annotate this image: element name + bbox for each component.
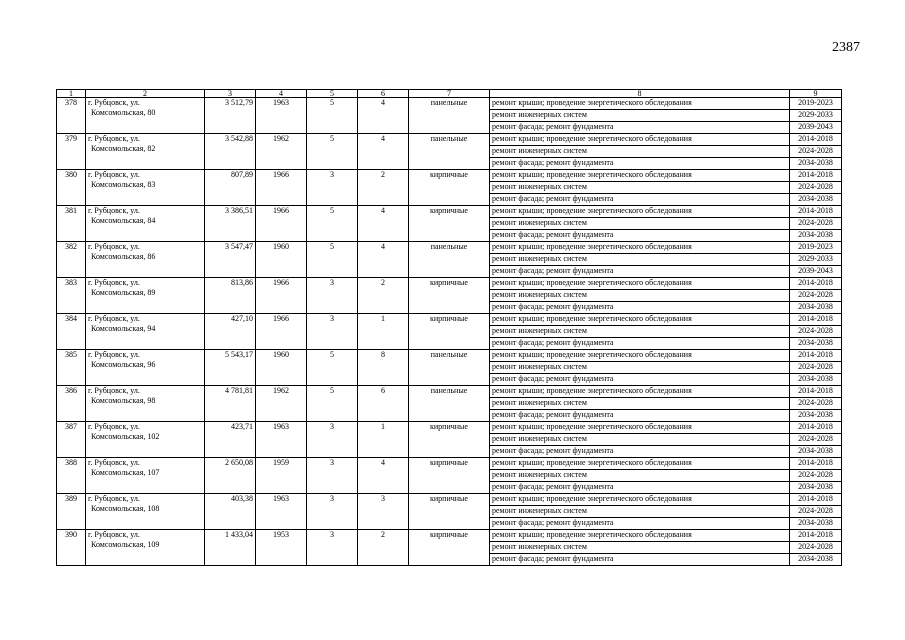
floors-cell: 5 — [307, 98, 358, 134]
work-cell: ремонт фасада; ремонт фундамента — [490, 410, 790, 422]
row-number: 385 — [57, 350, 86, 386]
area-cell: 3 547,47 — [205, 242, 256, 278]
address-line-2: Комсомольская, 98 — [91, 396, 156, 405]
period-cell: 2034-2038 — [790, 410, 842, 422]
work-cell: ремонт инженерных систем — [490, 506, 790, 518]
address-line-1: г. Рубцовск, ул. — [88, 350, 140, 359]
row-number: 387 — [57, 422, 86, 458]
year-cell: 1966 — [256, 170, 307, 206]
table-row — [57, 458, 842, 470]
address-line-1: г. Рубцовск, ул. — [88, 98, 140, 107]
period-cell: 2039-2043 — [790, 122, 842, 134]
period-cell: 2014-2018 — [790, 206, 842, 218]
address-cell — [86, 170, 205, 206]
material-cell: панельные — [409, 386, 490, 422]
area-cell: 807,89 — [205, 170, 256, 206]
area-cell: 403,38 — [205, 494, 256, 530]
table-row — [57, 422, 842, 434]
year-cell: 1963 — [256, 494, 307, 530]
address-line-1: г. Рубцовск, ул. — [88, 458, 140, 467]
period-cell: 2024-2028 — [790, 182, 842, 194]
work-cell: ремонт инженерных систем — [490, 254, 790, 266]
period-cell: 2024-2028 — [790, 506, 842, 518]
period-cell: 2034-2038 — [790, 446, 842, 458]
entrances-cell: 4 — [358, 134, 409, 170]
column-header: 3 — [205, 90, 256, 98]
work-cell: ремонт инженерных систем — [490, 290, 790, 302]
material-cell: панельные — [409, 134, 490, 170]
year-cell: 1962 — [256, 386, 307, 422]
address-line-1: г. Рубцовск, ул. — [88, 314, 140, 323]
work-cell: ремонт инженерных систем — [490, 146, 790, 158]
work-cell: ремонт крыши; проведение энергетического обследования — [490, 422, 790, 434]
column-header: 1 — [57, 90, 86, 98]
address-line-2: Комсомольская, 108 — [91, 504, 160, 513]
floors-cell: 3 — [307, 530, 358, 566]
address-cell — [86, 134, 205, 170]
address-cell — [86, 206, 205, 242]
entrances-cell: 1 — [358, 314, 409, 350]
column-header: 2 — [86, 90, 205, 98]
period-cell: 2019-2023 — [790, 242, 842, 254]
row-number: 379 — [57, 134, 86, 170]
floors-cell: 5 — [307, 134, 358, 170]
entrances-cell: 4 — [358, 242, 409, 278]
entrances-cell: 2 — [358, 530, 409, 566]
area-cell: 1 433,04 — [205, 530, 256, 566]
row-number: 386 — [57, 386, 86, 422]
address-cell — [86, 314, 205, 350]
work-cell: ремонт инженерных систем — [490, 362, 790, 374]
column-header: 7 — [409, 90, 490, 98]
address-line-2: Комсомольская, 96 — [91, 360, 156, 369]
area-cell: 2 650,08 — [205, 458, 256, 494]
period-cell: 2024-2028 — [790, 434, 842, 446]
floors-cell: 3 — [307, 314, 358, 350]
period-cell: 2014-2018 — [790, 314, 842, 326]
period-cell: 2029-2033 — [790, 254, 842, 266]
area-cell: 4 781,81 — [205, 386, 256, 422]
table-row — [57, 530, 842, 542]
material-cell: кирпичные — [409, 458, 490, 494]
table-row — [57, 350, 842, 362]
work-cell: ремонт крыши; проведение энергетического обследования — [490, 242, 790, 254]
period-cell: 2024-2028 — [790, 362, 842, 374]
table-row — [57, 134, 842, 146]
entrances-cell: 6 — [358, 386, 409, 422]
row-number: 389 — [57, 494, 86, 530]
year-cell: 1963 — [256, 98, 307, 134]
work-cell: ремонт инженерных систем — [490, 218, 790, 230]
entrances-cell: 3 — [358, 494, 409, 530]
table-row — [57, 386, 842, 398]
year-cell: 1962 — [256, 134, 307, 170]
material-cell: кирпичные — [409, 206, 490, 242]
entrances-cell: 8 — [358, 350, 409, 386]
period-cell: 2024-2028 — [790, 290, 842, 302]
work-cell: ремонт крыши; проведение энергетического обследования — [490, 278, 790, 290]
period-cell: 2014-2018 — [790, 350, 842, 362]
period-cell: 2014-2018 — [790, 170, 842, 182]
material-cell: кирпичные — [409, 170, 490, 206]
address-line-2: Комсомольская, 82 — [91, 144, 156, 153]
address-cell — [86, 458, 205, 494]
work-cell: ремонт крыши; проведение энергетического обследования — [490, 530, 790, 542]
period-cell: 2014-2018 — [790, 494, 842, 506]
address-cell — [86, 350, 205, 386]
floors-cell: 5 — [307, 206, 358, 242]
area-cell: 423,71 — [205, 422, 256, 458]
address-line-2: Комсомольская, 102 — [91, 432, 160, 441]
address-cell — [86, 494, 205, 530]
year-cell: 1960 — [256, 242, 307, 278]
work-cell: ремонт инженерных систем — [490, 182, 790, 194]
period-cell: 2024-2028 — [790, 146, 842, 158]
address-line-2: Комсомольская, 89 — [91, 288, 156, 297]
area-cell: 427,10 — [205, 314, 256, 350]
material-cell: кирпичные — [409, 278, 490, 314]
year-cell: 1966 — [256, 278, 307, 314]
table-row — [57, 170, 842, 182]
work-cell: ремонт фасада; ремонт фундамента — [490, 302, 790, 314]
period-cell: 2019-2023 — [790, 98, 842, 110]
row-number: 381 — [57, 206, 86, 242]
work-cell: ремонт фасада; ремонт фундамента — [490, 554, 790, 566]
entrances-cell: 2 — [358, 278, 409, 314]
period-cell: 2029-2033 — [790, 110, 842, 122]
year-cell: 1966 — [256, 206, 307, 242]
work-cell: ремонт инженерных систем — [490, 470, 790, 482]
table-row — [57, 242, 842, 254]
period-cell: 2014-2018 — [790, 422, 842, 434]
column-header: 4 — [256, 90, 307, 98]
period-cell: 2024-2028 — [790, 542, 842, 554]
period-cell: 2034-2038 — [790, 230, 842, 242]
entrances-cell: 1 — [358, 422, 409, 458]
row-number: 378 — [57, 98, 86, 134]
work-cell: ремонт инженерных систем — [490, 542, 790, 554]
column-header: 9 — [790, 90, 842, 98]
period-cell: 2014-2018 — [790, 386, 842, 398]
capital-repair-table — [56, 89, 842, 566]
work-cell: ремонт фасада; ремонт фундамента — [490, 482, 790, 494]
work-cell: ремонт крыши; проведение энергетического обследования — [490, 494, 790, 506]
year-cell: 1960 — [256, 350, 307, 386]
work-cell: ремонт фасада; ремонт фундамента — [490, 518, 790, 530]
period-cell: 2034-2038 — [790, 338, 842, 350]
work-cell: ремонт крыши; проведение энергетического обследования — [490, 350, 790, 362]
period-cell: 2034-2038 — [790, 482, 842, 494]
work-cell: ремонт крыши; проведение энергетического обследования — [490, 386, 790, 398]
entrances-cell: 4 — [358, 206, 409, 242]
address-line-2: Комсомольская, 109 — [91, 540, 160, 549]
address-cell — [86, 242, 205, 278]
address-line-1: г. Рубцовск, ул. — [88, 386, 140, 395]
floors-cell: 5 — [307, 386, 358, 422]
address-cell — [86, 98, 205, 134]
work-cell: ремонт крыши; проведение энергетического обследования — [490, 98, 790, 110]
year-cell: 1953 — [256, 530, 307, 566]
material-cell: кирпичные — [409, 422, 490, 458]
work-cell: ремонт крыши; проведение энергетического обследования — [490, 458, 790, 470]
address-line-1: г. Рубцовск, ул. — [88, 134, 140, 143]
period-cell: 2034-2038 — [790, 302, 842, 314]
address-line-1: г. Рубцовск, ул. — [88, 494, 140, 503]
work-cell: ремонт инженерных систем — [490, 110, 790, 122]
period-cell: 2024-2028 — [790, 326, 842, 338]
floors-cell: 3 — [307, 170, 358, 206]
work-cell: ремонт фасада; ремонт фундамента — [490, 122, 790, 134]
work-cell: ремонт крыши; проведение энергетического обследования — [490, 206, 790, 218]
year-cell: 1966 — [256, 314, 307, 350]
address-line-2: Комсомольская, 84 — [91, 216, 156, 225]
period-cell: 2014-2018 — [790, 134, 842, 146]
address-cell — [86, 530, 205, 566]
address-line-2: Комсомольская, 83 — [91, 180, 156, 189]
address-cell — [86, 278, 205, 314]
period-cell: 2034-2038 — [790, 158, 842, 170]
work-cell: ремонт фасада; ремонт фундамента — [490, 266, 790, 278]
row-number: 388 — [57, 458, 86, 494]
period-cell: 2014-2018 — [790, 278, 842, 290]
entrances-cell: 2 — [358, 170, 409, 206]
column-header: 6 — [358, 90, 409, 98]
period-cell: 2039-2043 — [790, 266, 842, 278]
row-number: 380 — [57, 170, 86, 206]
work-cell: ремонт фасада; ремонт фундамента — [490, 194, 790, 206]
work-cell: ремонт крыши; проведение энергетического обследования — [490, 170, 790, 182]
table-row — [57, 98, 842, 110]
material-cell: панельные — [409, 350, 490, 386]
table-row — [57, 314, 842, 326]
floors-cell: 3 — [307, 278, 358, 314]
material-cell: панельные — [409, 98, 490, 134]
column-header: 8 — [490, 90, 790, 98]
entrances-cell: 4 — [358, 458, 409, 494]
address-line-2: Комсомольская, 80 — [91, 108, 156, 117]
page-number: 2387 — [832, 40, 860, 55]
column-header: 5 — [307, 90, 358, 98]
address-cell — [86, 386, 205, 422]
floors-cell: 3 — [307, 422, 358, 458]
entrances-cell: 4 — [358, 98, 409, 134]
table-row — [57, 494, 842, 506]
material-cell: панельные — [409, 242, 490, 278]
area-cell: 5 543,17 — [205, 350, 256, 386]
material-cell: кирпичные — [409, 314, 490, 350]
table-row — [57, 278, 842, 290]
work-cell: ремонт фасада; ремонт фундамента — [490, 158, 790, 170]
address-line-2: Комсомольская, 107 — [91, 468, 160, 477]
floors-cell: 3 — [307, 494, 358, 530]
material-cell: кирпичные — [409, 530, 490, 566]
work-cell: ремонт фасада; ремонт фундамента — [490, 374, 790, 386]
address-line-2: Комсомольская, 86 — [91, 252, 156, 261]
area-cell: 3 386,51 — [205, 206, 256, 242]
area-cell: 3 542,88 — [205, 134, 256, 170]
period-cell: 2024-2028 — [790, 398, 842, 410]
material-cell: кирпичные — [409, 494, 490, 530]
address-line-1: г. Рубцовск, ул. — [88, 278, 140, 287]
row-number: 384 — [57, 314, 86, 350]
year-cell: 1963 — [256, 422, 307, 458]
work-cell: ремонт фасада; ремонт фундамента — [490, 230, 790, 242]
row-number: 382 — [57, 242, 86, 278]
row-number: 390 — [57, 530, 86, 566]
period-cell: 2014-2018 — [790, 458, 842, 470]
work-cell: ремонт фасада; ремонт фундамента — [490, 338, 790, 350]
table-row — [57, 206, 842, 218]
period-cell: 2034-2038 — [790, 194, 842, 206]
work-cell: ремонт крыши; проведение энергетического обследования — [490, 314, 790, 326]
period-cell: 2034-2038 — [790, 518, 842, 530]
work-cell: ремонт крыши; проведение энергетического обследования — [490, 134, 790, 146]
header-row — [57, 90, 842, 98]
address-line-1: г. Рубцовск, ул. — [88, 422, 140, 431]
address-line-1: г. Рубцовск, ул. — [88, 206, 140, 215]
floors-cell: 5 — [307, 350, 358, 386]
address-line-1: г. Рубцовск, ул. — [88, 170, 140, 179]
period-cell: 2024-2028 — [790, 218, 842, 230]
row-number: 383 — [57, 278, 86, 314]
address-cell — [86, 422, 205, 458]
work-cell: ремонт фасада; ремонт фундамента — [490, 446, 790, 458]
work-cell: ремонт инженерных систем — [490, 398, 790, 410]
work-cell: ремонт инженерных систем — [490, 434, 790, 446]
address-line-1: г. Рубцовск, ул. — [88, 242, 140, 251]
address-line-2: Комсомольская, 94 — [91, 324, 156, 333]
address-line-1: г. Рубцовск, ул. — [88, 530, 140, 539]
period-cell: 2024-2028 — [790, 470, 842, 482]
floors-cell: 5 — [307, 242, 358, 278]
period-cell: 2034-2038 — [790, 554, 842, 566]
area-cell: 813,86 — [205, 278, 256, 314]
work-cell: ремонт инженерных систем — [490, 326, 790, 338]
area-cell: 3 512,79 — [205, 98, 256, 134]
period-cell: 2014-2018 — [790, 530, 842, 542]
year-cell: 1959 — [256, 458, 307, 494]
period-cell: 2034-2038 — [790, 374, 842, 386]
floors-cell: 3 — [307, 458, 358, 494]
